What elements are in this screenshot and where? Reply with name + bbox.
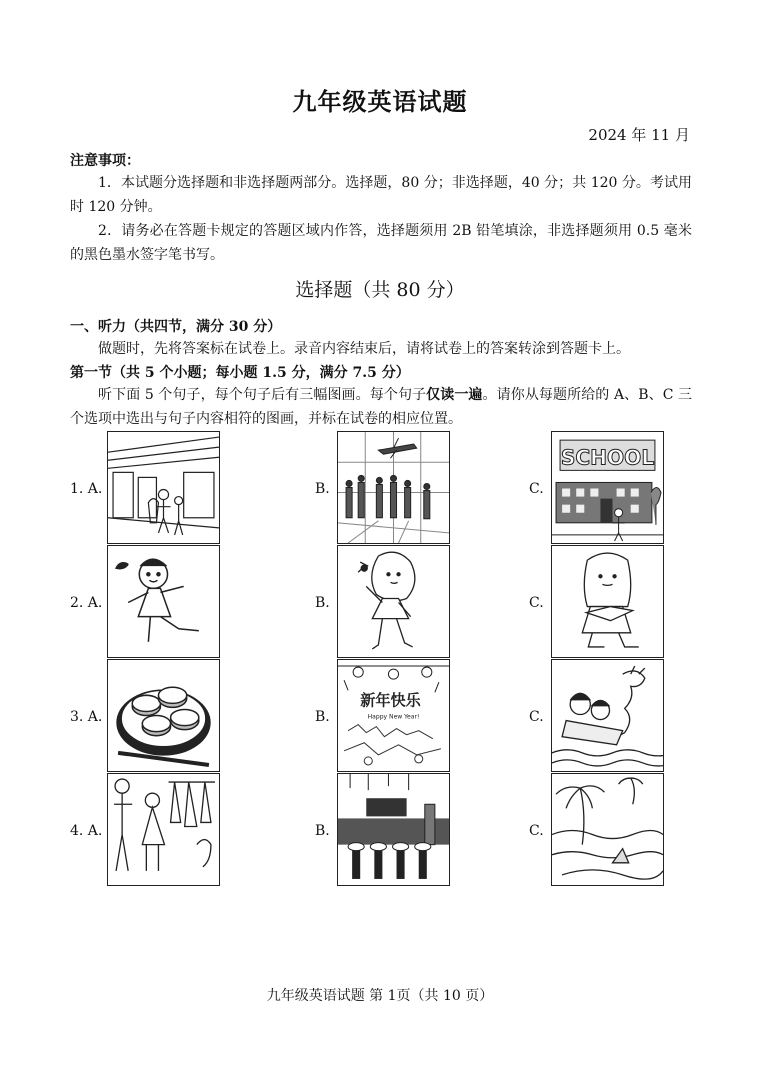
clothes-shop-picture [107,773,220,886]
notice-item-2: 2．请务必在答题卡规定的答题区域内作答，选择题须用 2B 铅笔填涂，非选择题须用 0.5 毫米的黑色墨水签字笔书写。 [70,223,692,263]
question-4-option-b-label: B. [315,823,330,839]
notice-item-1: 1．本试题分选择题和非选择题两部分。选择题，80 分；非选择题，40 分；共 120 分。考试用时 120 分钟。 [70,175,692,215]
page-footer: 九年级英语试题 第 1页（共 10 页） [266,988,494,1004]
new-year-picture [337,659,450,772]
instruction-emphasis: 仅读一遍 [426,387,483,403]
question-1-option-b-label: B. [315,481,330,497]
page-title: 九年级英语试题 [292,87,468,116]
dragon-boat-picture [551,659,664,772]
notice-label: 注意事项： [70,153,140,169]
exam-date: 2024 年 11 月 [588,126,690,144]
reading-girl-picture [551,545,664,658]
question-4-label: 4. A. [70,823,103,839]
question-3-option-b-label: B. [315,709,330,725]
section1-instruction [70,383,692,431]
new-year-text: 新年快乐 [360,691,421,710]
question-2-label: 2. A. [70,595,103,611]
dancing-girl-picture [107,545,220,658]
beach-picture [551,773,664,886]
street-scene-picture [107,431,220,544]
mooncakes-picture [107,659,220,772]
cafe-picture [337,773,450,886]
instruction-text-a: 听下面 5 个句子，每个句子后有三幅图画。每个句子 [98,387,427,403]
airport-picture [337,431,450,544]
question-1-label: 1. A. [70,481,103,497]
section1-title: 第一节（共 5 个小题；每小题 1.5 分，满分 7.5 分） [70,365,410,381]
question-2-option-b-label: B. [315,595,330,611]
school-picture [551,431,664,544]
question-3-label: 3. A. [70,709,103,725]
question-4-option-c-label: C. [529,823,544,839]
part1-instruction: 做题时，先将答案标在试卷上。录音内容结束后，请将试卷上的答案转涂到答题卡上。 [98,341,630,357]
question-1-option-c-label: C. [529,481,544,497]
school-sign-text: SCHOOL [560,445,655,470]
section-title: 选择题（共 80 分） [295,279,465,301]
question-3-option-c-label: C. [529,709,544,725]
question-2-option-c-label: C. [529,595,544,611]
singing-girl-picture [337,545,450,658]
instruction-text-b: 。请你从每题所给的 A、B、C 三个选项中选出与句子内容相符的图画，并标在试卷的相应位置。 [70,387,692,427]
new-year-subtext: Happy New Year! [367,713,420,721]
part1-title: 一、听力（共四节，满分 30 分） [70,319,282,335]
